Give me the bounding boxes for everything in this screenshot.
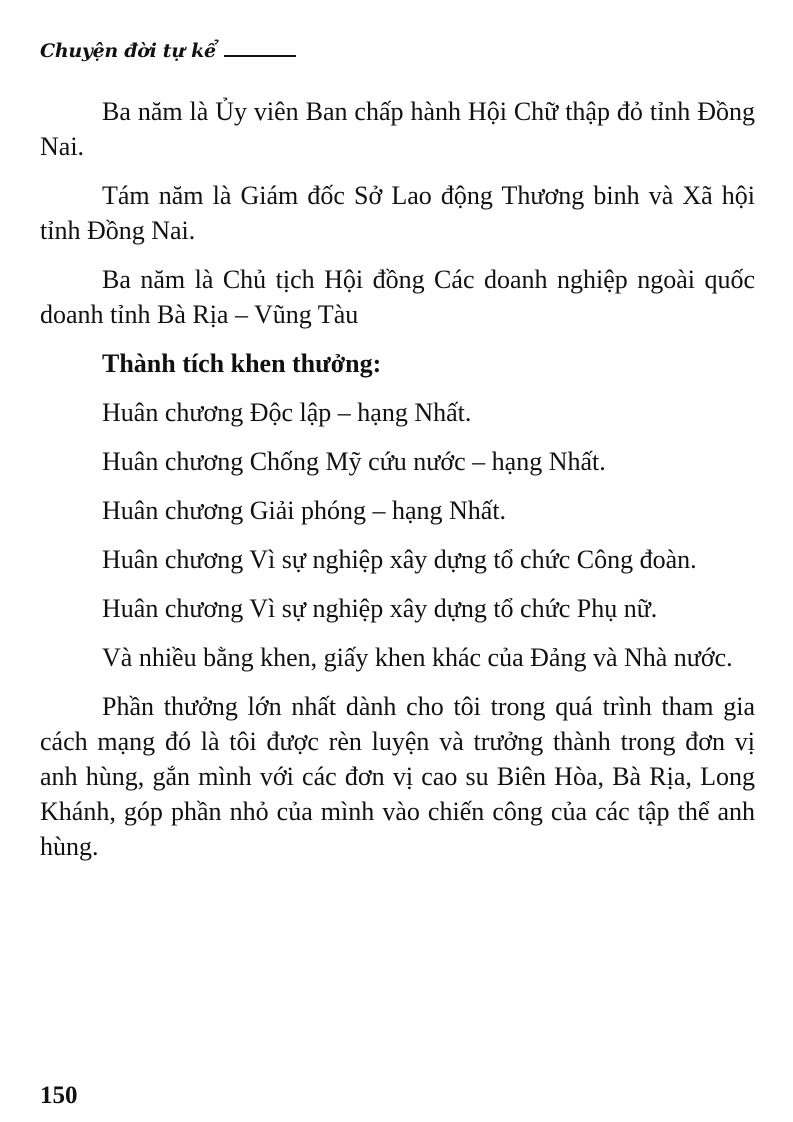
running-title: Chuyện đời tự kể xyxy=(40,40,216,62)
paragraph-business-council: Ba năm là Chủ tịch Hội đồng Các doanh nghiệp ngoài quốc doanh tỉnh Bà Rịa – Vũng Tàu xyxy=(40,265,755,329)
awards-heading: Thành tích khen thưởng: xyxy=(102,349,382,378)
page-number: 150 xyxy=(40,1082,78,1109)
award-resistance: Huân chương Chống Mỹ cứu nước – hạng Nhất. xyxy=(102,447,606,476)
header-rule xyxy=(224,55,296,57)
paragraph-red-cross: Ba năm là Ủy viên Ban chấp hành Hội Chữ thập đỏ tỉnh Đồng Nai. xyxy=(40,97,755,161)
award-trade-union: Huân chương Vì sự nghiệp xây dựng tổ chức Công đoàn. xyxy=(102,545,697,574)
running-header xyxy=(40,40,296,62)
paragraph-labor-director: Tám năm là Giám đốc Sở Lao động Thương binh và Xã hội tỉnh Đồng Nai. xyxy=(40,181,755,245)
body-text xyxy=(40,94,755,878)
paragraph-greatest-reward: Phần thưởng lớn nhất dành cho tôi trong quá trình tham gia cách mạng đó là tôi được rèn luyện và trưởng thành trong đơn vị anh hùng, gắn mình với các đơn vị cao su Biên Hòa, Bà Rịa, Long Khánh, góp phần nhỏ của mình vào chiến công của các tập thể anh hùng. xyxy=(40,692,755,861)
award-liberation: Huân chương Giải phóng – hạng Nhất. xyxy=(102,496,507,525)
award-women-union: Huân chương Vì sự nghiệp xây dựng tổ chức Phụ nữ. xyxy=(102,594,658,623)
award-independence: Huân chương Độc lập – hạng Nhất. xyxy=(102,398,472,427)
paragraph-certificates: Và nhiều bằng khen, giấy khen khác của Đảng và Nhà nước. xyxy=(102,643,733,672)
